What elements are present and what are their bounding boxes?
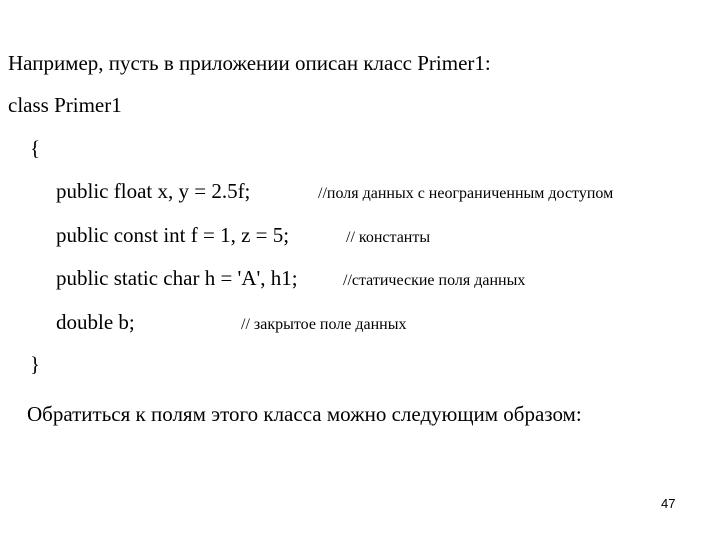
class-declaration: class Primer1 xyxy=(8,93,122,117)
field-comment: // константы xyxy=(346,229,431,246)
field-code: public float x, y = 2.5f; xyxy=(56,179,251,203)
field-comment: // закрытое поле данных xyxy=(241,316,407,333)
field-code: double b; xyxy=(56,310,135,334)
closing-brace: } xyxy=(30,352,41,376)
outro-text: Обратиться к полям этого класса можно следующим образом: xyxy=(27,402,582,426)
field-code: public static char h = 'A', h1; xyxy=(56,266,298,290)
intro-text: Например, пусть в приложении описан класс Primer1: xyxy=(8,51,491,75)
opening-brace: { xyxy=(30,136,41,160)
field-code: public const int f = 1, z = 5; xyxy=(56,223,290,247)
page-number: 47 xyxy=(661,496,676,511)
field-comment: //поля данных с неограниченным доступом xyxy=(318,185,614,202)
field-comment: //статические поля данных xyxy=(343,272,526,289)
